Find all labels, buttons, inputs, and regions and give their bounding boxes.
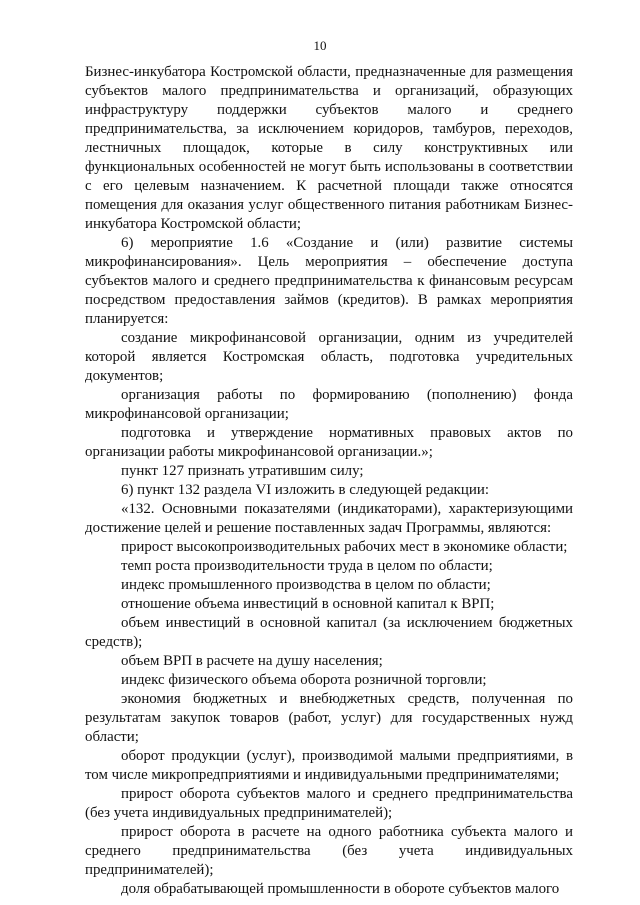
indicator-item: темп роста производительности труда в целом по области; (121, 558, 493, 574)
indicator-item: прирост высокопроизводительных рабочих мест в экономике области; (121, 539, 568, 555)
paragraph-continuation: Бизнес-инкубатора Костромской области, предназначенные для размещения субъектов малого предпринимательства и организаций, образующих инфраструктуру поддержки субъектов малого и среднего предпринимательства, за исключением коридоров, тамбуров, переходов, лестничных площадок, которые в силу конструктивных или функциональных особенностей не могут быть использованы в соответствии с его целевым назначением. К расчетной площади также относятся помещения для оказания услуг общественного питания работникам Бизнес-инкубатора Костромской области; (85, 64, 573, 232)
list-item-normative-acts: подготовка и утверждение нормативных правовых актов по организации работы микрофинансовой организации.»; (85, 425, 573, 460)
indicator-item: объем ВРП в расчете на душу населения; (121, 653, 383, 669)
indicator-item: доля обрабатывающей промышленности в обороте субъектов малого (121, 881, 560, 897)
indicator-item: индекс промышленного производства в целом по области; (121, 577, 491, 593)
paragraph-item-127: пункт 127 признать утратившим силу; (121, 463, 364, 479)
page-number: 10 (313, 38, 327, 53)
indicator-item: отношение объема инвестиций в основной капитал к ВРП; (121, 596, 495, 612)
paragraph-item-132-intro: 6) пункт 132 раздела VI изложить в следующей редакции: (121, 482, 489, 498)
indicator-item: прирост оборота в расчете на одного работника субъекта малого и среднего предпринимательства (без учета индивидуальных предпринимателей); (85, 824, 573, 878)
indicator-item: экономия бюджетных и внебюджетных средств, полученная по результатам закупок товаров (работ, услуг) для государственных нужд области; (85, 691, 573, 745)
indicator-item: индекс физического объема оборота розничной торговли; (121, 672, 487, 688)
paragraph-item-132-text: «132. Основными показателями (индикаторами), характеризующими достижение целей и решение поставленных задач Программы, являются: (85, 501, 573, 536)
document-body (85, 63, 573, 899)
paragraph-measure-1-6: 6) мероприятие 1.6 «Создание и (или) развитие системы микрофинансирования». Цель мероприятия – обеспечение доступа субъектов малого и среднего предпринимательства к финансовым ресурсам посредством предоставления займов (кредитов). В рамках мероприятия планируется: (85, 235, 573, 327)
indicator-item: прирост оборота субъектов малого и среднего предпринимательства (без учета индивидуальных предпринимателей); (85, 786, 573, 821)
list-item-fund-formation: организация работы по формированию (пополнению) фонда микрофинансовой организации; (85, 387, 573, 422)
indicator-item: оборот продукции (услуг), производимой малыми предприятиями, в том числе микропредприятиями и индивидуальными предпринимателями; (85, 748, 573, 783)
list-item-create-mfo: создание микрофинансовой организации, одним из учредителей которой является Костромская область, подготовка учредительных документов; (85, 330, 573, 384)
indicator-item: объем инвестиций в основной капитал (за исключением бюджетных средств); (85, 615, 573, 650)
